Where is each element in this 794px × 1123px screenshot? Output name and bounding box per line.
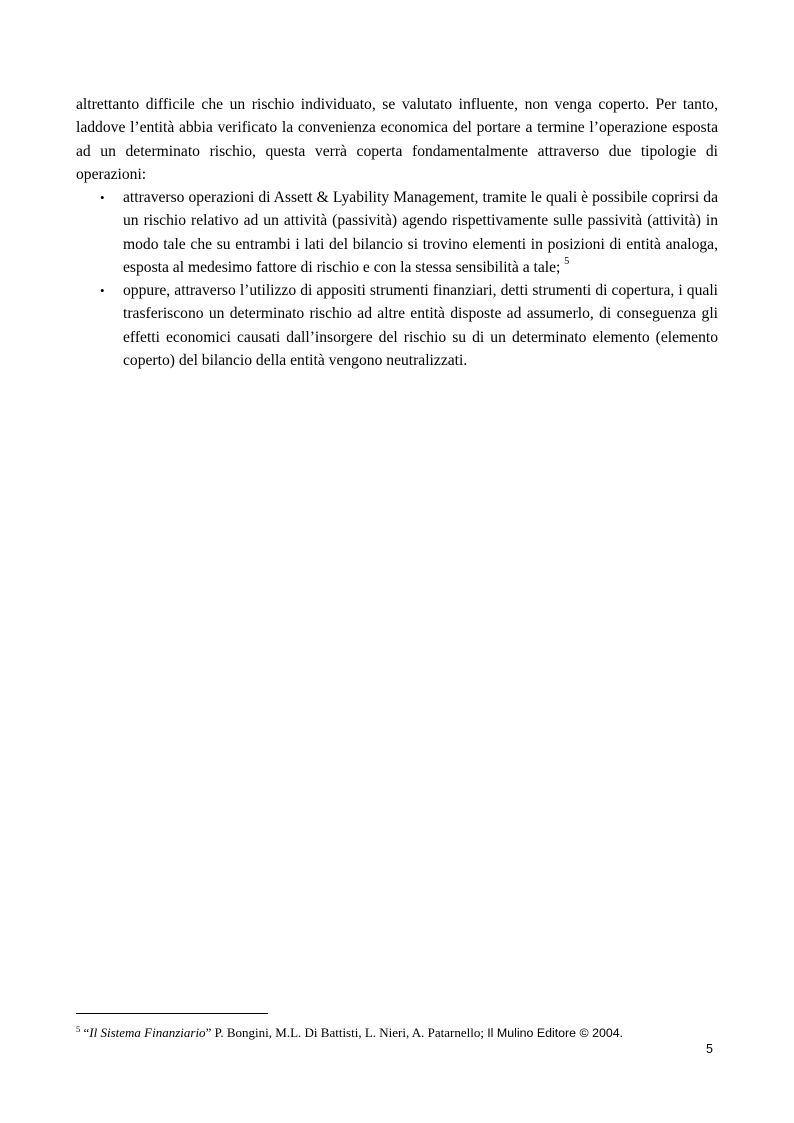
footnote-reference[interactable]: 5: [564, 255, 570, 267]
bullet-list: [76, 186, 718, 372]
footnote-authors: P. Bongini, M.L. Di Battisti, L. Nieri, A. Patarnello;: [211, 1025, 488, 1040]
bullet-text: attraverso operazioni di Assett & Lyability Management, tramite le quali è possibile coprirsi da un rischio relativo ad un attività (passività) agendo rispettivamente sulle passività (attività) in modo tale che su entrambi i lati del bilancio si trovino elementi in posizioni di entità analoga, esposta al medesimo fattore di rischio e con la stessa sensibilità a tale;: [123, 189, 718, 276]
footnote-number: 5: [76, 1024, 81, 1034]
footnote-separator: [76, 1013, 268, 1014]
list-item: [76, 279, 718, 372]
page-number: 5: [706, 1042, 713, 1056]
list-item: [76, 186, 718, 279]
body-paragraph: altrettanto difficile che un rischio individuato, se valutato influente, non venga coperto. Per tanto, laddove l’entità abbia verificato la convenienza economica del portare a termine l’operazione esposta ad un determinato rischio, questa verrà coperta fondamentalmente attraverso due tipologie di operazioni:: [76, 96, 718, 183]
footnote-title: Il Sistema Finanziario: [89, 1025, 206, 1040]
footnote-close-quote: ”: [205, 1025, 212, 1040]
bullet-icon: •: [100, 190, 105, 205]
bullet-text: oppure, attraverso l’utilizzo di appositi strumenti finanziari, detti strumenti di copertura, i quali trasferiscono un determinato rischio ad altre entità disposte ad assumerlo, di conseguenza gli effetti economici causati dall’insorgere del rischio su di un determinato elemento (elemento coperto) del bilancio della entità vengono neutralizzati.: [123, 282, 718, 370]
bullet-icon: •: [100, 283, 105, 299]
footnote-publisher: Il Mulino Editore © 2004.: [487, 1026, 624, 1040]
footnote-open-quote: “: [83, 1025, 90, 1040]
footnote: [76, 1021, 736, 1041]
